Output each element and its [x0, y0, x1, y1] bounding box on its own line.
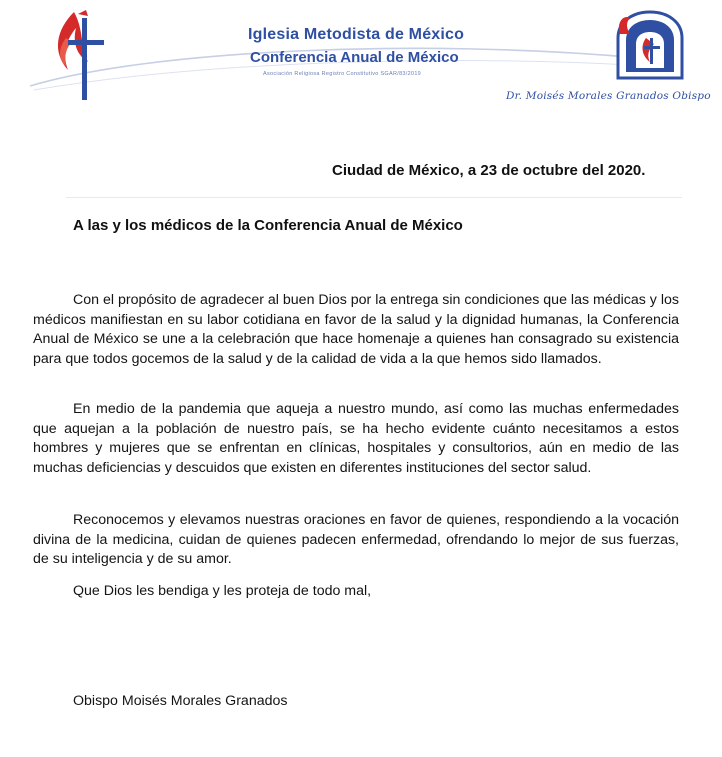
letter-signer: Obispo Moisés Morales Granados	[73, 693, 288, 709]
letterhead	[0, 0, 722, 115]
letter-closing: Que Dios les bendiga y les proteja de todo mal,	[73, 583, 372, 599]
paragraph-2	[33, 400, 679, 479]
church-seal-icon	[610, 8, 690, 88]
letter-salutation: A las y los médicos de la Conferencia Anual de México	[73, 217, 463, 234]
paragraph-3-text: Reconocemos y elevamos nuestras oraciones en favor de quienes, respondiendo a la vocación divina de la medicina, cuidan de quienes padecen enfermedad, ofrendando lo mejor de sus fuerzas, de su inteligencia y de su amor.	[33, 512, 679, 568]
paragraph-3	[33, 511, 679, 570]
church-title: Iglesia Metodista de México	[248, 26, 465, 43]
registration-line: Asociación Religiosa Registro Constitutivo SGAR/83/2019	[263, 71, 422, 77]
paragraph-1-text: Con el propósito de agradecer al buen Dios por la entrega sin condiciones que las médicas y los médicos manifiestan en su labor cotidiana en favor de la salud y la dignidad humanas, la Conferencia Anual de México se une a la celebración que hace homenaje a quienes han consagrado su existencia para que todos gocemos de la salud y de la calidad de vida a la que hemos sido llamados.	[33, 292, 679, 368]
paragraph-2-text: En medio de la pandemia que aqueja a nuestro mundo, así como las muchas enfermedades que aquejan a la población de nuestro país, se ha hecho evidente cuánto necesitamos a estos hombres y mujeres que se enfrentan en clínicas, hospitales y consultorios, aún en medio de las muchas deficiencias y descuidos que existen en diferentes instituciones del sector salud.	[33, 401, 679, 477]
bishop-signature: Dr. Moisés Morales Granados Obispo	[506, 90, 711, 102]
cross-and-flame-icon	[44, 4, 114, 104]
conference-subtitle: Conferencia Anual de México	[250, 49, 459, 66]
letter-date: Ciudad de México, a 23 de octubre del 2020.	[332, 162, 646, 179]
divider	[66, 197, 682, 198]
paragraph-1	[33, 291, 679, 370]
